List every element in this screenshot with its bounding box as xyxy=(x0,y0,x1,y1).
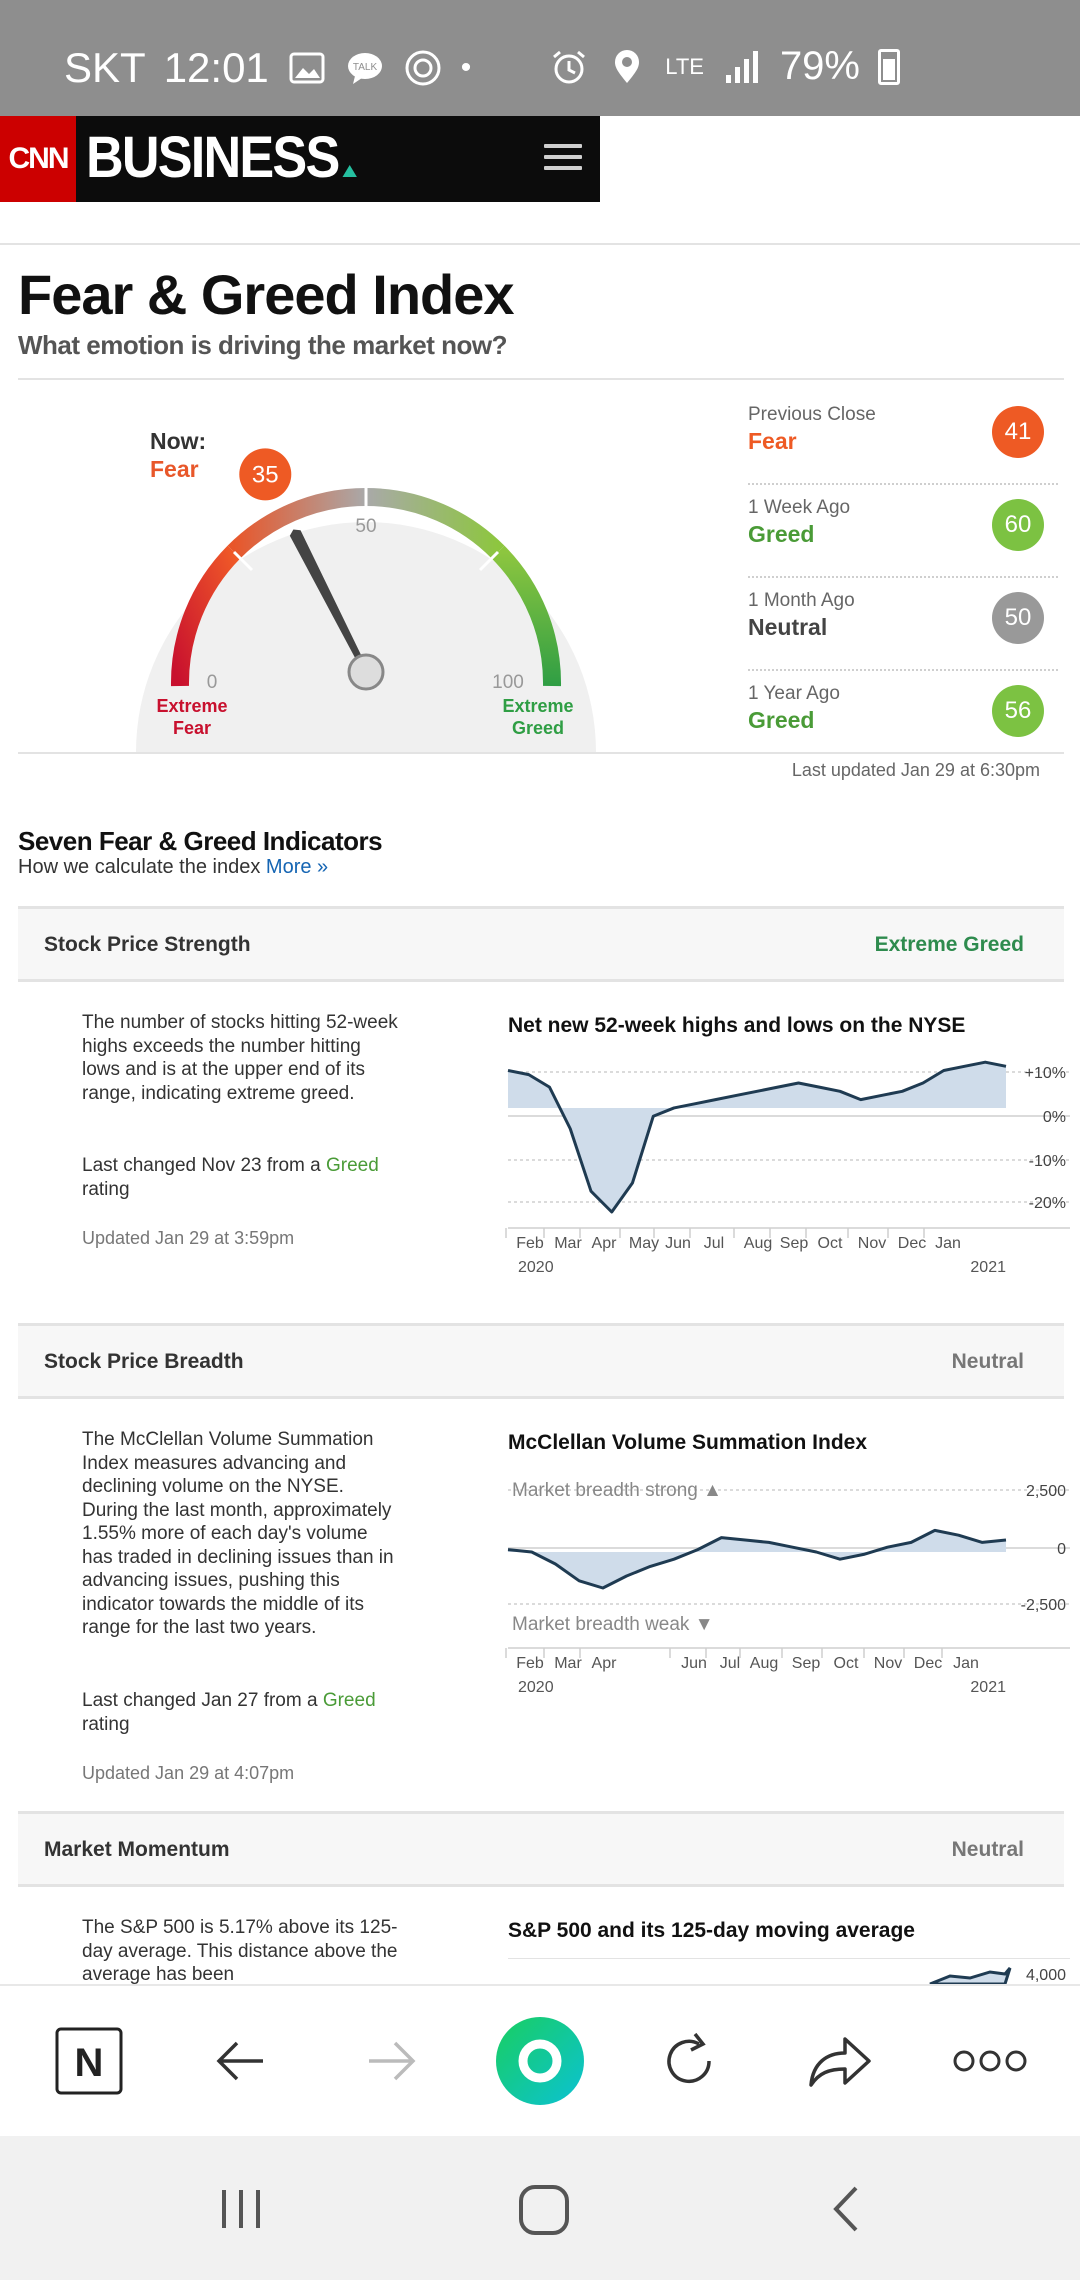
now-rating: Fear xyxy=(150,456,199,482)
green-dot-button[interactable] xyxy=(495,2016,585,2106)
x-tick-label: Dec xyxy=(897,1235,927,1252)
x-year-label: 2021 xyxy=(970,1259,1006,1276)
x-tick-label: Dec xyxy=(913,1655,943,1672)
chart-title: S&P 500 and its 125-day moving average xyxy=(508,1919,915,1942)
refresh-icon xyxy=(659,2030,721,2092)
home-icon[interactable] xyxy=(516,2182,572,2238)
dot-icon: • xyxy=(460,51,472,84)
battery-icon xyxy=(878,49,900,85)
history-rating: Fear xyxy=(748,428,797,454)
y-tick-label: -2,500 xyxy=(1020,1597,1066,1614)
signal-icon xyxy=(722,47,762,87)
greed-link[interactable]: Greed xyxy=(322,1690,376,1711)
history-row xyxy=(748,392,1058,485)
battery-label: 79% xyxy=(779,44,860,88)
history-value-badge: 50 xyxy=(992,592,1044,644)
naver-home-button[interactable] xyxy=(44,2016,134,2106)
section-rating: Neutral xyxy=(951,1838,1024,1861)
history-when: 1 Year Ago xyxy=(748,683,840,704)
y-tick-label: -10% xyxy=(1028,1153,1066,1170)
more-options-button[interactable] xyxy=(945,2016,1035,2106)
back-button[interactable] xyxy=(196,2016,286,2106)
x-year-label: 2020 xyxy=(518,1679,554,1696)
now-label: Now: xyxy=(150,428,207,454)
page-title: Fear & Greed Index xyxy=(18,263,514,326)
section-updated: Updated Jan 29 at 3:59pm xyxy=(82,1228,295,1248)
tick-label-0: 0 xyxy=(206,672,218,693)
x-tick-label: Jul xyxy=(703,1235,725,1252)
y-tick-label: -20% xyxy=(1028,1195,1066,1212)
x-tick-label: Mar xyxy=(554,1655,582,1672)
triangle-icon xyxy=(342,165,356,177)
y-tick-label: 0% xyxy=(1042,1109,1066,1126)
history-when: 1 Week Ago xyxy=(748,497,851,518)
history-row xyxy=(748,578,1058,671)
chart-title: McClellan Volume Summation Index xyxy=(508,1431,868,1454)
green-dot-icon xyxy=(495,2016,585,2106)
x-tick-label: Feb xyxy=(516,1235,544,1252)
divider xyxy=(18,752,1064,754)
needle-hub xyxy=(349,655,383,689)
svg-text:N: N xyxy=(74,2041,104,2085)
history-list xyxy=(748,392,1058,764)
fear-greed-gauge xyxy=(110,400,630,752)
section-name: Stock Price Strength xyxy=(44,933,251,956)
history-value-badge: 56 xyxy=(992,685,1044,737)
history-value-badge: 60 xyxy=(992,499,1044,551)
naver-icon xyxy=(54,2026,124,2096)
x-tick-label: Aug xyxy=(743,1235,773,1252)
more-link[interactable]: More » xyxy=(265,856,329,878)
section-last-changed: Last changed Nov 23 from a Greed rating xyxy=(82,1155,379,1200)
highs-lows-chart xyxy=(500,1044,1070,1284)
x-tick-label: Apr xyxy=(591,1655,617,1672)
divider xyxy=(18,378,1064,380)
section-rating: Extreme Greed xyxy=(874,933,1024,956)
history-row xyxy=(748,671,1058,764)
menu-icon[interactable] xyxy=(544,144,582,174)
x-tick-label: Aug xyxy=(749,1655,779,1672)
page-subtitle: What emotion is driving the market now? xyxy=(18,330,507,360)
x-tick-label: Oct xyxy=(833,1655,859,1672)
history-rating: Neutral xyxy=(748,614,828,640)
more-dots-icon xyxy=(952,2046,1028,2076)
x-year-label: 2020 xyxy=(518,1259,554,1276)
section-name: Market Momentum xyxy=(44,1838,230,1861)
history-value-badge: 41 xyxy=(992,406,1044,458)
forward-arrow-icon xyxy=(361,2031,421,2091)
section-header-market-momentum[interactable] xyxy=(18,1811,1064,1887)
indicators-title: Seven Fear & Greed Indicators xyxy=(18,826,383,856)
back-arrow-icon xyxy=(211,2031,271,2091)
extreme-fear-label-1: Extreme xyxy=(156,696,228,716)
chart-title: Net new 52-week highs and lows on the NYSE xyxy=(508,1014,966,1037)
extreme-fear-label-2: Fear xyxy=(172,718,212,738)
y-tick-label: 4,000 xyxy=(1025,1967,1066,1984)
x-tick-label: Jun xyxy=(665,1235,691,1252)
history-when: 1 Month Ago xyxy=(748,590,855,611)
x-tick-label: Nov xyxy=(857,1235,887,1252)
section-description: The number of stocks hitting 52-week highs exceeds the number hitting lows and is at the upper end of its range, indicating extreme greed. xyxy=(82,1012,398,1104)
site-header xyxy=(0,116,600,202)
series-area xyxy=(508,1062,1006,1212)
market-breadth-weak-label: Market breadth weak ▼ xyxy=(512,1614,714,1635)
alarm-icon xyxy=(549,47,589,87)
y-tick-label: 0 xyxy=(1057,1541,1066,1558)
system-navigation-bar xyxy=(0,2136,1080,2280)
talk-icon xyxy=(345,48,385,88)
x-tick-label: Jul xyxy=(719,1655,741,1672)
x-tick-label: Feb xyxy=(516,1655,544,1672)
section-description: The McClellan Volume Summation Index measures advancing and declining volume on the NYSE. During the last month, approximately 1.55% more of each day's volume has traded in declining issues than in advancing issues, pushing this indicator towards the middle of its range for the last two years. xyxy=(82,1429,394,1638)
at-icon xyxy=(403,48,443,88)
browser-toolbar xyxy=(0,1984,1080,2136)
section-description: The S&P 500 is 5.17% above its 125-day average. This distance above the average has been xyxy=(82,1917,398,1984)
network-label: LTE xyxy=(665,53,704,79)
y-tick-label: +10% xyxy=(1024,1065,1066,1082)
share-button[interactable] xyxy=(795,2016,885,2106)
location-icon xyxy=(607,47,647,87)
market-breadth-strong-label: Market breadth strong ▲ xyxy=(512,1480,722,1501)
carrier-label: SKT xyxy=(64,44,146,91)
sp500-chart xyxy=(500,1958,1070,1984)
status-bar xyxy=(0,0,1080,116)
series-area xyxy=(508,1530,1006,1588)
x-tick-label: Sep xyxy=(791,1655,821,1672)
recent-apps-icon[interactable] xyxy=(216,2184,266,2234)
tick-label-100: 100 xyxy=(492,672,524,693)
section-name: Stock Price Breadth xyxy=(44,1350,244,1373)
section-last-changed: Last changed Jan 27 from a Greed rating xyxy=(82,1690,376,1735)
section-header-stock-price-breadth[interactable] xyxy=(18,1323,1064,1399)
x-tick-label: Jun xyxy=(681,1655,707,1672)
y-tick-label: 2,500 xyxy=(1025,1483,1066,1500)
extreme-greed-label-2: Greed xyxy=(511,718,565,738)
gauge-value: 35 xyxy=(251,461,279,489)
extreme-greed-label-1: Extreme xyxy=(502,696,574,716)
cnn-logo[interactable]: CNN xyxy=(0,116,76,202)
history-row xyxy=(748,485,1058,578)
x-tick-label: Jan xyxy=(953,1655,979,1672)
x-tick-label: Apr xyxy=(591,1235,617,1252)
mcclellan-chart xyxy=(500,1462,1070,1702)
history-rating: Greed xyxy=(748,521,815,547)
history-rating: Greed xyxy=(748,707,815,733)
clock: 12:01 xyxy=(163,44,269,91)
x-tick-label: Mar xyxy=(554,1235,582,1252)
svg-text:TALK: TALK xyxy=(352,62,377,73)
system-back-icon[interactable] xyxy=(826,2184,866,2234)
gallery-icon xyxy=(287,48,327,88)
indicators-subtitle: How we calculate the index More » xyxy=(18,856,329,878)
divider xyxy=(0,243,1080,245)
history-when: Previous Close xyxy=(748,404,876,425)
business-logo[interactable]: BUSINESS xyxy=(86,124,356,191)
section-updated: Updated Jan 29 at 4:07pm xyxy=(82,1763,295,1783)
refresh-button[interactable] xyxy=(645,2016,735,2106)
x-year-label: 2021 xyxy=(970,1679,1006,1696)
forward-button[interactable] xyxy=(346,2016,436,2106)
greed-link[interactable]: Greed xyxy=(325,1155,379,1176)
x-tick-label: Jan xyxy=(935,1235,961,1252)
x-tick-label: Oct xyxy=(817,1235,843,1252)
x-tick-label: Nov xyxy=(873,1655,903,1672)
last-updated: Last updated Jan 29 at 6:30pm xyxy=(791,760,1040,780)
section-rating: Neutral xyxy=(951,1350,1024,1373)
x-tick-label: May xyxy=(628,1235,660,1252)
tick-label-50: 50 xyxy=(355,516,377,537)
section-header-stock-price-strength[interactable] xyxy=(18,906,1064,982)
share-icon xyxy=(807,2031,873,2091)
x-tick-label: Sep xyxy=(779,1235,809,1252)
